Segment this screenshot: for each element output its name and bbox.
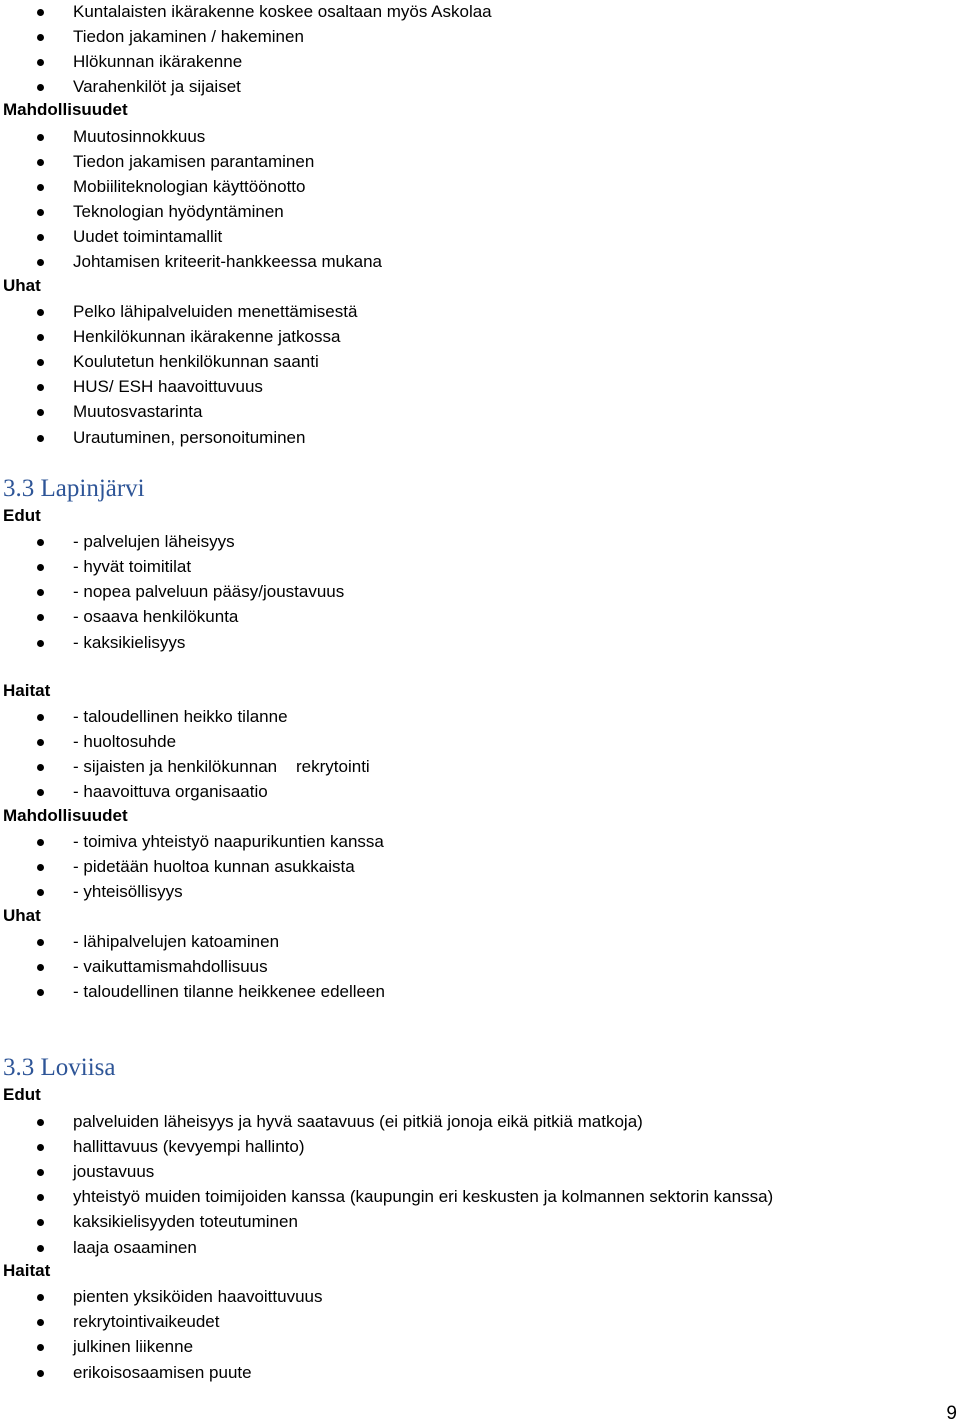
list-item: laaja osaaminen — [0, 1236, 960, 1261]
bullet-icon — [37, 234, 44, 241]
bullet-icon — [37, 34, 44, 41]
bullet-icon — [37, 1370, 44, 1377]
bullet-icon — [37, 640, 44, 647]
section-label-haitat: Haitat — [3, 1261, 51, 1280]
list-item: Tiedon jakamisen parantaminen — [0, 150, 960, 175]
section-label-haitat: Haitat — [3, 681, 51, 700]
bullet-icon — [37, 714, 44, 721]
list-item: - hyvät toimitilat — [0, 555, 960, 580]
bullet-icon — [37, 1119, 44, 1126]
bullet-icon — [37, 409, 44, 416]
list-item: - vaikuttamismahdollisuus — [0, 955, 960, 980]
list-item: - huoltosuhde — [0, 730, 960, 755]
bullet-icon — [37, 59, 44, 66]
list-item: - sijaisten ja henkilökunnan rekrytointi — [0, 755, 960, 780]
section-label-edut: Edut — [3, 1085, 41, 1104]
list-item: pienten yksiköiden haavoittuvuus — [0, 1285, 960, 1310]
list-item: - kaksikielisyys — [0, 631, 960, 656]
page-number: 9 — [946, 1403, 957, 1424]
section-label-edut: Edut — [3, 506, 41, 525]
bullet-icon — [37, 864, 44, 871]
section-label-uhat: Uhat — [3, 276, 41, 295]
list-item: HUS/ ESH haavoittuvuus — [0, 375, 960, 400]
list-item: - toimiva yhteistyö naapurikuntien kanssa — [0, 830, 960, 855]
bullet-icon — [37, 9, 44, 16]
list-item: Urautuminen, personoituminen — [0, 426, 960, 451]
list-item: Hlökunnan ikärakenne — [0, 50, 960, 75]
bullet-icon — [37, 435, 44, 442]
bullet-icon — [37, 1319, 44, 1326]
list-item: erikoisosaamisen puute — [0, 1361, 960, 1386]
bullet-icon — [37, 84, 44, 91]
bullet-icon — [37, 1194, 44, 1201]
list-item: Koulutetun henkilökunnan saanti — [0, 350, 960, 375]
bullet-icon — [37, 209, 44, 216]
list-item: - lähipalvelujen katoaminen — [0, 930, 960, 955]
bullet-icon — [37, 589, 44, 596]
bullet-icon — [37, 1294, 44, 1301]
bullet-icon — [37, 134, 44, 141]
bullet-icon — [37, 1219, 44, 1226]
section-label-mahdollisuudet: Mahdollisuudet — [3, 806, 128, 825]
list-item: - haavoittuva organisaatio — [0, 780, 960, 805]
list-item: julkinen liikenne — [0, 1335, 960, 1360]
bullet-icon — [37, 309, 44, 316]
bullet-icon — [37, 989, 44, 996]
bullet-icon — [37, 739, 44, 746]
bullet-icon — [37, 384, 44, 391]
bullet-icon — [37, 889, 44, 896]
bullet-icon — [37, 159, 44, 166]
section-label-uhat: Uhat — [3, 906, 41, 925]
list-item: Pelko lähipalveluiden menettämisestä — [0, 300, 960, 325]
bullet-icon — [37, 564, 44, 571]
bullet-icon — [37, 259, 44, 266]
list-item: Uudet toimintamallit — [0, 225, 960, 250]
bullet-icon — [37, 359, 44, 366]
list-item: yhteistyö muiden toimijoiden kanssa (kaupungin eri keskusten ja kolmannen sektorin kanssa) — [0, 1185, 960, 1210]
list-item: Henkilökunnan ikärakenne jatkossa — [0, 325, 960, 350]
list-item: Muutosvastarinta — [0, 400, 960, 425]
bullet-icon — [37, 764, 44, 771]
list-item: hallittavuus (kevyempi hallinto) — [0, 1135, 960, 1160]
list-item: Muutosinnokkuus — [0, 125, 960, 150]
list-item: - yhteisöllisyys — [0, 880, 960, 905]
list-item: palveluiden läheisyys ja hyvä saatavuus (ei pitkiä jonoja eikä pitkiä matkoja) — [0, 1110, 960, 1135]
bullet-icon — [37, 839, 44, 846]
list-item: Teknologian hyödyntäminen — [0, 200, 960, 225]
list-item: - nopea palveluun pääsy/joustavuus — [0, 580, 960, 605]
section-label-mahdollisuudet: Mahdollisuudet — [3, 100, 128, 119]
list-item: Varahenkilöt ja sijaiset — [0, 75, 960, 100]
bullet-icon — [37, 334, 44, 341]
bullet-icon — [37, 539, 44, 546]
bullet-icon — [37, 1344, 44, 1351]
list-item: - osaava henkilökunta — [0, 605, 960, 630]
bullet-icon — [37, 964, 44, 971]
list-item: Kuntalaisten ikärakenne koskee osaltaan myös Askolaa — [0, 0, 960, 25]
bullet-icon — [37, 184, 44, 191]
section-heading-loviisa: 3.3 Loviisa — [3, 1054, 116, 1081]
list-item: Johtamisen kriteerit-hankkeessa mukana — [0, 250, 960, 275]
section-heading-lapinjarvi: 3.3 Lapinjärvi — [3, 475, 145, 502]
list-item: - palvelujen läheisyys — [0, 530, 960, 555]
list-item: kaksikielisyyden toteutuminen — [0, 1210, 960, 1235]
bullet-icon — [37, 614, 44, 621]
list-item: rekrytointivaikeudet — [0, 1310, 960, 1335]
bullet-icon — [37, 1144, 44, 1151]
list-item: - taloudellinen tilanne heikkenee edelleen — [0, 980, 960, 1005]
list-item: - taloudellinen heikko tilanne — [0, 705, 960, 730]
bullet-icon — [37, 1169, 44, 1176]
list-item: Mobiiliteknologian käyttöönotto — [0, 175, 960, 200]
bullet-icon — [37, 1245, 44, 1252]
list-item: joustavuus — [0, 1160, 960, 1185]
bullet-icon — [37, 939, 44, 946]
list-item: Tiedon jakaminen / hakeminen — [0, 25, 960, 50]
bullet-icon — [37, 789, 44, 796]
list-item: - pidetään huoltoa kunnan asukkaista — [0, 855, 960, 880]
